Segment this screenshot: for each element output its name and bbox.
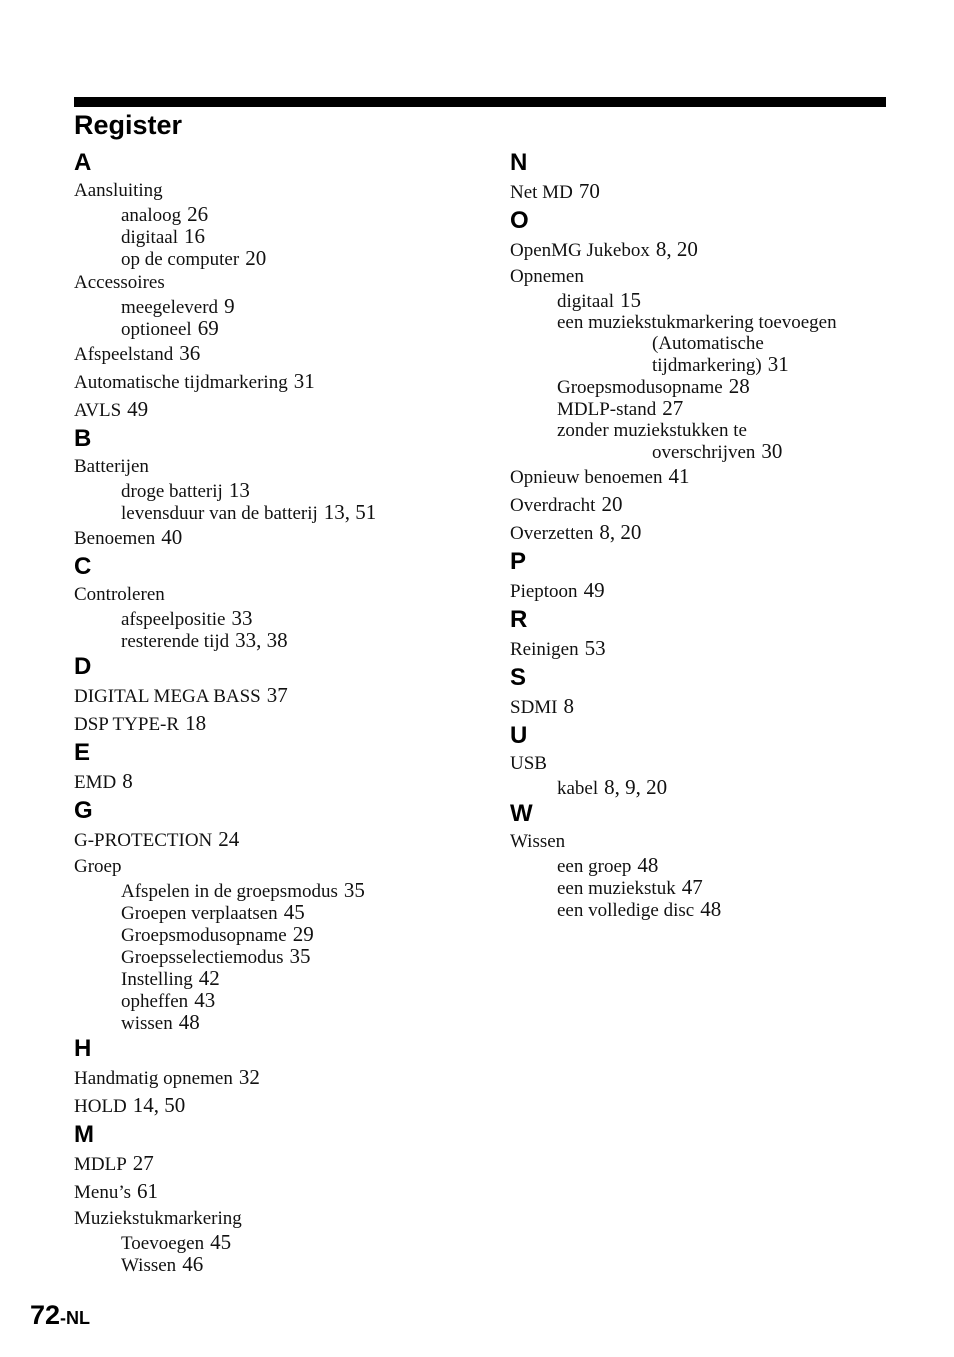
index-subentry: zonder muziekstukken te	[557, 420, 747, 441]
index-subentry: afspeelpositie 33	[121, 606, 253, 630]
index-subentry: MDLP-stand 27	[557, 396, 684, 420]
index-entry: AVLS 49	[74, 397, 149, 421]
index-entry: Muziekstukmarkering	[74, 1208, 242, 1229]
index-subentry: opheffen 43	[121, 988, 216, 1012]
letter-heading-b: B	[74, 425, 92, 452]
index-subentry-continued: overschrijven 30	[652, 439, 783, 463]
index-subentry: kabel 8, 9, 20	[557, 775, 668, 799]
page-number: 72-NL	[30, 1300, 91, 1330]
index-subentry: Groepsmodusopname 29	[121, 922, 314, 946]
letter-heading-a: A	[74, 149, 92, 176]
index-subentry-continued: (Automatische	[652, 333, 764, 354]
index-subentry: Toevoegen 45	[121, 1230, 232, 1254]
index-entry: Afspeelstand 36	[74, 341, 201, 365]
index-column-left	[74, 148, 494, 1276]
index-subentry: Groepsselectiemodus 35	[121, 944, 311, 968]
letter-heading-d: D	[74, 653, 92, 680]
letter-heading-g: G	[74, 797, 93, 824]
index-subentry-continued: tijdmarkering) 31	[652, 352, 789, 376]
index-entry: Menu’s 61	[74, 1179, 158, 1203]
index-entry: Batterijen	[74, 456, 149, 477]
index-subentry: droge batterij 13	[121, 478, 250, 502]
index-entry: Opnemen	[510, 266, 584, 287]
index-subentry: Afspelen in de groepsmodus 35	[121, 878, 365, 902]
index-subentry: Wissen 46	[121, 1252, 204, 1276]
index-subentry: analoog 26	[121, 202, 209, 226]
index-subentry: Groepsmodusopname 28	[557, 374, 750, 398]
index-subentry: digitaal 15	[557, 288, 641, 312]
index-subentry: wissen 48	[121, 1010, 200, 1034]
index-entry: G-PROTECTION 24	[74, 827, 240, 851]
index-entry: DIGITAL MEGA BASS 37	[74, 683, 288, 707]
index-subentry: digitaal 16	[121, 224, 205, 248]
header-rule	[74, 97, 886, 107]
index-entry: Groep	[74, 856, 122, 877]
index-entry: MDLP 27	[74, 1151, 154, 1175]
index-entry: SDMI 8	[510, 694, 575, 718]
index-entry: Aansluiting	[74, 180, 163, 201]
index-entry: Handmatig opnemen 32	[74, 1065, 260, 1089]
index-entry: OpenMG Jukebox 8, 20	[510, 237, 698, 261]
letter-heading-o: O	[510, 207, 529, 234]
index-column-right	[510, 148, 910, 921]
index-entry: Controleren	[74, 584, 165, 605]
index-subentry: een muziekstukmarkering toevoegen	[557, 312, 837, 333]
letter-heading-r: R	[510, 606, 528, 633]
index-entry: Net MD 70	[510, 179, 600, 203]
letter-heading-s: S	[510, 664, 527, 691]
index-subentry: een muziekstuk 47	[557, 875, 703, 899]
index-subentry: op de computer 20	[121, 246, 267, 270]
index-subentry: Groepen verplaatsen 45	[121, 900, 305, 924]
letter-heading-u: U	[510, 722, 528, 749]
letter-heading-p: P	[510, 548, 527, 575]
index-entry: Accessoires	[74, 272, 165, 293]
index-subentry: optioneel 69	[121, 316, 219, 340]
index-subentry: Instelling 42	[121, 966, 220, 990]
index-entry: Opnieuw benoemen 41	[510, 464, 690, 488]
letter-heading-c: C	[74, 553, 92, 580]
index-entry: Benoemen 40	[74, 525, 183, 549]
index-entry: Overdracht 20	[510, 492, 623, 516]
index-subentry: resterende tijd 33, 38	[121, 628, 288, 652]
page-title: Register	[74, 110, 183, 140]
index-entry: DSP TYPE-R 18	[74, 711, 207, 735]
index-entry: HOLD 14, 50	[74, 1093, 186, 1117]
letter-heading-n: N	[510, 149, 528, 176]
letter-heading-h: H	[74, 1035, 92, 1062]
index-entry: Wissen	[510, 831, 566, 852]
letter-heading-e: E	[74, 739, 91, 766]
index-subentry: een volledige disc 48	[557, 897, 722, 921]
letter-heading-w: W	[510, 800, 533, 827]
index-entry: Overzetten 8, 20	[510, 520, 642, 544]
index-entry: EMD 8	[74, 769, 133, 793]
index-entry: Pieptoon 49	[510, 578, 605, 602]
index-subentry: levensduur van de batterij 13, 51	[121, 500, 377, 524]
index-entry: Automatische tijdmarkering 31	[74, 369, 315, 393]
index-entry: USB	[510, 753, 547, 774]
index-subentry: een groep 48	[557, 853, 659, 877]
index-entry: Reinigen 53	[510, 636, 606, 660]
index-subentry: meegeleverd 9	[121, 294, 235, 318]
letter-heading-m: M	[74, 1121, 94, 1148]
